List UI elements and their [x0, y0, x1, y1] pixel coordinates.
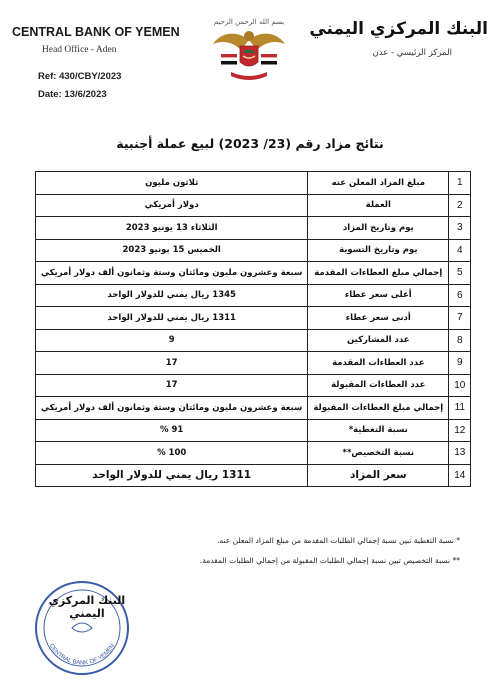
bank-name-en: CENTRAL BANK OF YEMEN	[12, 25, 180, 39]
stamp-ring-text: CENTRAL BANK OF YEMEN	[47, 643, 117, 667]
row-number: 5	[449, 262, 471, 285]
row-value: الخميس 15 يونيو 2023	[36, 239, 308, 262]
table-row	[36, 442, 471, 465]
row-label: عدد العطاءات المقبولة	[308, 374, 449, 397]
row-value: الثلاثاء 13 يونيو 2023	[36, 217, 308, 240]
row-label: سعر المزاد	[308, 464, 449, 487]
auction-results-table	[35, 171, 471, 487]
document-title: نتائج مزاد رقم (23/ 2023) لبيع عملة أجنبية	[116, 136, 384, 151]
row-label: إجمالي مبلغ العطاءات المقدمة	[308, 262, 449, 285]
row-value: 91 %	[36, 419, 308, 442]
office-name-en: Head Office - Aden	[42, 45, 117, 55]
row-number: 3	[449, 217, 471, 240]
table-row	[36, 329, 471, 352]
table-row	[36, 397, 471, 420]
row-number: 13	[449, 442, 471, 465]
table-row	[36, 239, 471, 262]
row-number: 1	[449, 172, 471, 195]
row-value: دولار أمريكي	[36, 194, 308, 217]
row-label: نسبة التخصيص**	[308, 442, 449, 465]
bank-stamp-icon	[32, 578, 132, 678]
stamp-signature-text: البنك المركزي اليمني	[48, 594, 126, 620]
row-number: 2	[449, 194, 471, 217]
row-value: 1345 ريال يمني للدولار الواحد	[36, 284, 308, 307]
row-value: سبعة وعشرون مليون ومائتان وستة وثمانون ألف دولار أمريكي	[36, 262, 308, 285]
row-value: 17	[36, 374, 308, 397]
table-row	[36, 419, 471, 442]
document-date: Date: 13/6/2023	[38, 89, 107, 100]
table-row	[36, 172, 471, 195]
office-name-ar: المركز الرئيسي - عدن	[372, 48, 452, 58]
row-value: ثلاثون مليون	[36, 172, 308, 195]
row-value: سبعة وعشرون مليون ومائتان وستة وثمانون ألف دولار أمريكي	[36, 397, 308, 420]
row-label: العملة	[308, 194, 449, 217]
row-value: 17	[36, 352, 308, 375]
row-number: 6	[449, 284, 471, 307]
row-value: 100 %	[36, 442, 308, 465]
row-label: أعلى سعر عطاء	[308, 284, 449, 307]
bank-name-ar: البنك المركزي اليمني	[309, 19, 488, 39]
row-label: يوم وتاريخ التسوية	[308, 239, 449, 262]
row-number: 11	[449, 397, 471, 420]
reference-number: Ref: 430/CBY/2023	[38, 71, 122, 82]
yemen-emblem-icon	[207, 10, 291, 90]
table-row	[36, 217, 471, 240]
row-number: 8	[449, 329, 471, 352]
row-label: مبلغ المزاد المعلن عنه	[308, 172, 449, 195]
row-value: 1311 ريال يمني للدولار الواحد	[36, 307, 308, 330]
row-number: 14	[449, 464, 471, 487]
row-label: إجمالي مبلغ العطاءات المقبولة	[308, 397, 449, 420]
table-row	[36, 307, 471, 330]
table-row	[36, 352, 471, 375]
row-label: نسبة التغطية*	[308, 419, 449, 442]
table-row	[36, 464, 471, 487]
row-label: عدد المشاركين	[308, 329, 449, 352]
row-label: عدد العطاءات المقدمة	[308, 352, 449, 375]
table-row	[36, 374, 471, 397]
row-number: 12	[449, 419, 471, 442]
row-number: 9	[449, 352, 471, 375]
table-row	[36, 262, 471, 285]
table-row	[36, 194, 471, 217]
row-label: يوم وتاريخ المزاد	[308, 217, 449, 240]
footnote-allocation: ** نسبة التخصيص تبين نسبة إجمالي الطلبات المقبولة من إجمالي الطلبات المقدمة.	[199, 556, 460, 565]
row-number: 4	[449, 239, 471, 262]
row-value: 1311 ريال يمني للدولار الواحد	[36, 464, 308, 487]
row-label: أدنى سعر عطاء	[308, 307, 449, 330]
row-value: 9	[36, 329, 308, 352]
table-row	[36, 284, 471, 307]
footnote-coverage: * نسبة التغطية تبين نسبة إجمالي الطلبات المقدمة من مبلغ المزاد المعلن عنه.	[217, 536, 460, 545]
row-number: 10	[449, 374, 471, 397]
row-number: 7	[449, 307, 471, 330]
emblem-inscription: بسم الله الرحمن الرحيم	[213, 18, 285, 26]
